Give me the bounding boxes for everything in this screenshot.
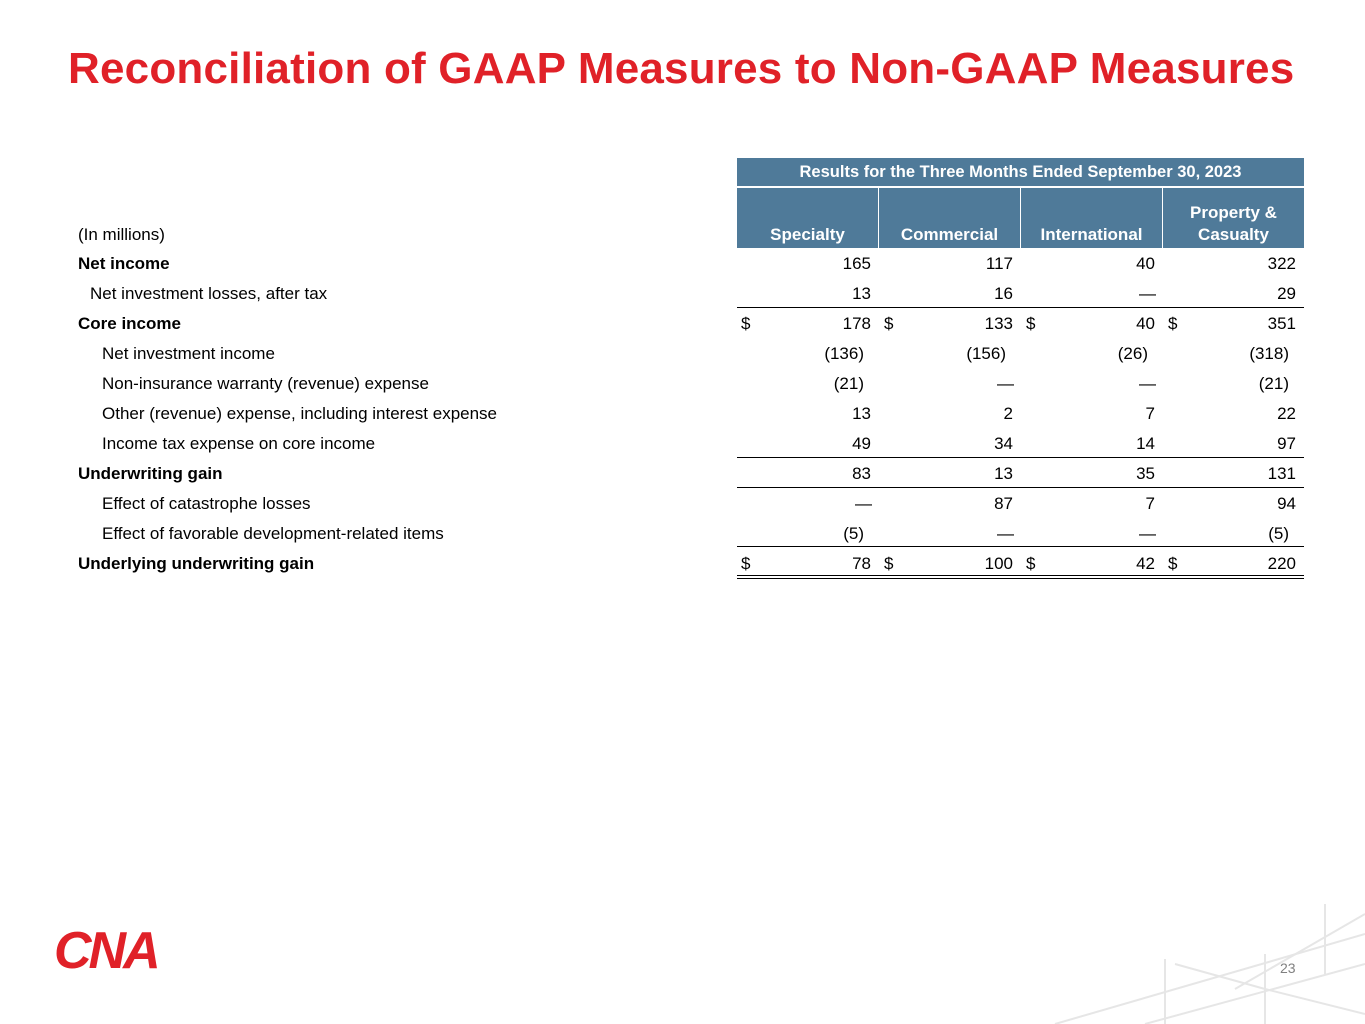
row-label: Core income	[78, 314, 181, 333]
table-row	[0, 430, 1365, 460]
table-cell: 13	[852, 284, 871, 303]
table-cell: 97	[1277, 434, 1296, 453]
currency-symbol: $	[1168, 554, 1178, 573]
row-label: Non-insurance warranty (revenue) expense	[102, 374, 429, 393]
table-cell: 16	[994, 284, 1013, 303]
table-cell: 40	[1136, 254, 1155, 273]
table-row	[0, 310, 1365, 340]
column-header: Property & Casualty	[1163, 188, 1304, 248]
table-cell: 94	[1277, 494, 1296, 513]
table-row	[0, 400, 1365, 430]
subtotal-rule	[737, 307, 1304, 308]
row-label: Underlying underwriting gain	[78, 554, 315, 573]
row-label: Net investment income	[102, 344, 275, 363]
row-label: Other (revenue) expense, including interest expense	[102, 404, 498, 423]
row-label: Effect of catastrophe losses	[102, 494, 311, 513]
table-cell: (26)	[1117, 344, 1148, 363]
table-cell: 131	[1267, 464, 1296, 483]
table-cell: 29	[1277, 284, 1296, 303]
table-cell: —	[997, 374, 1014, 393]
table-cell: (21)	[1258, 374, 1289, 393]
table-cell: 2	[1003, 404, 1013, 423]
table-cell: —	[855, 494, 872, 513]
total-double-rule	[737, 575, 1304, 579]
table-cell: (21)	[833, 374, 864, 393]
table-cell: —	[1139, 524, 1156, 543]
table-row	[0, 280, 1365, 310]
currency-symbol: $	[1168, 314, 1178, 333]
currency-symbol: $	[884, 554, 894, 573]
table-cell: 7	[1145, 494, 1155, 513]
row-label: Income tax expense on core income	[102, 434, 376, 453]
table-cell: 178	[842, 314, 871, 333]
decorative-lines	[1035, 904, 1365, 1024]
table-cell: 49	[852, 434, 871, 453]
table-row	[0, 370, 1365, 400]
table-row	[0, 340, 1365, 370]
currency-symbol: $	[1026, 314, 1036, 333]
table-cell: 133	[984, 314, 1013, 333]
table-group-header: Results for the Three Months Ended September 30, 2023	[737, 158, 1304, 186]
table-cell: 13	[852, 404, 871, 423]
row-label: Net income	[78, 254, 170, 273]
table-cell: 351	[1267, 314, 1296, 333]
table-cell: 42	[1136, 554, 1155, 573]
table-cell: 35	[1136, 464, 1155, 483]
row-label: Effect of favorable development-related items	[102, 524, 444, 543]
cna-logo	[54, 926, 182, 972]
row-label: Underwriting gain	[78, 464, 223, 483]
table-cell: 40	[1136, 314, 1155, 333]
table-cell: —	[997, 524, 1014, 543]
currency-symbol: $	[884, 314, 894, 333]
table-cell: 322	[1267, 254, 1296, 273]
table-cell: 22	[1277, 404, 1296, 423]
table-cell: 165	[842, 254, 871, 273]
column-header: Specialty	[737, 188, 878, 248]
table-cell: (156)	[966, 344, 1006, 363]
svg-text:CNA: CNA	[54, 926, 158, 972]
page-number: 23	[1280, 960, 1296, 976]
table-cell: (5)	[843, 524, 864, 543]
table-cell: 100	[984, 554, 1013, 573]
table-cell: 14	[1136, 434, 1155, 453]
subtotal-rule	[737, 487, 1304, 488]
table-cell: —	[1139, 284, 1156, 303]
units-label: (In millions)	[78, 225, 165, 244]
table-cell: 117	[985, 254, 1013, 273]
column-header: International	[1021, 188, 1162, 248]
column-header: Commercial	[879, 188, 1020, 248]
table-cell: (318)	[1249, 344, 1289, 363]
table-cell: 7	[1145, 404, 1155, 423]
currency-symbol: $	[741, 554, 751, 573]
table-cell: 83	[852, 464, 871, 483]
row-label: Net investment losses, after tax	[90, 284, 328, 303]
table-row	[0, 460, 1365, 490]
subtotal-rule	[737, 546, 1304, 547]
table-cell: 87	[994, 494, 1013, 513]
table-cell: —	[1139, 374, 1156, 393]
table-cell: 78	[852, 554, 871, 573]
table-cell: 13	[994, 464, 1013, 483]
table-cell: (5)	[1268, 524, 1289, 543]
currency-symbol: $	[741, 314, 751, 333]
table-cell: 220	[1267, 554, 1296, 573]
page-title: Reconciliation of GAAP Measures to Non-GAAP Measures	[68, 44, 1295, 93]
table-row	[0, 250, 1365, 280]
table-cell: 34	[994, 434, 1013, 453]
table-row	[0, 490, 1365, 520]
table-cell: (136)	[824, 344, 864, 363]
subtotal-rule	[737, 457, 1304, 458]
currency-symbol: $	[1026, 554, 1036, 573]
